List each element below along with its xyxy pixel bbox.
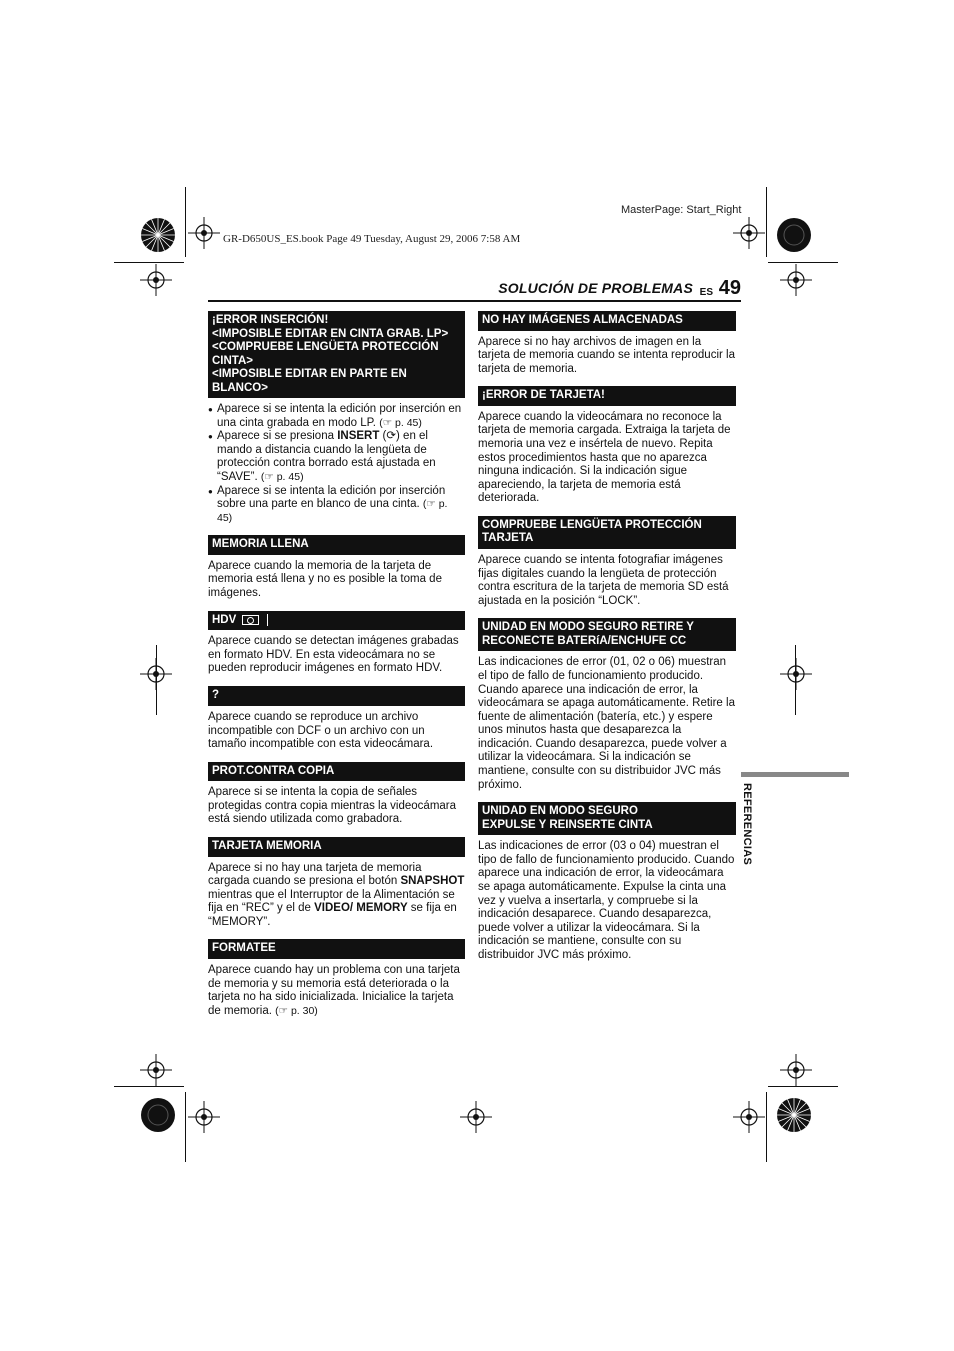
book-info-line: GR-D650US_ES.book Page 49 Tuesday, August 29, 2006 7:58 AM — [223, 233, 521, 245]
registration-crosshair-icon — [140, 1054, 172, 1086]
list-item: ● Aparece si se presiona INSERT (⟳) en el mando a distancia cuando la lengüeta de protección contra borrado está ajustada en “SAVE”. (☞ p. 45) — [208, 430, 465, 484]
section-tarjeta-memoria — [208, 837, 465, 929]
side-tab-label: REFERENCIAS — [741, 783, 753, 866]
section-error-tarjeta — [478, 386, 736, 506]
section-modo-seguro-bateria — [478, 618, 736, 792]
bullet-list — [208, 403, 465, 525]
sunburst-calibration-icon — [140, 217, 176, 253]
section-text: Aparece cuando se intenta fotografiar imágenes fijas digitales cuando la lengüeta de protección contra escritura de la tarjeta de memoria SD está ajustada en la posición “LOCK”. — [478, 553, 729, 607]
section-error-insercion — [208, 311, 465, 525]
section-memoria-llena — [208, 535, 465, 600]
section-heading: ¡ERROR INSERCIÓN! <IMPOSIBLE EDITAR EN CINTA GRAB. LP> <COMPRUEBE LENGÜETA PROTECCIÓN CINTA> <IMPOSIBLE EDITAR EN PARTE EN BLANCO> — [208, 311, 465, 398]
crop-mark — [114, 262, 184, 263]
registration-crosshair-icon — [780, 1054, 812, 1086]
registration-crosshair-icon — [188, 217, 220, 249]
page-number: 49 — [718, 277, 741, 299]
section-heading: ¡ERROR DE TARJETA! — [478, 386, 736, 406]
section-heading: HDV — [208, 611, 465, 631]
left-column — [208, 311, 465, 1028]
registration-crosshair-icon — [780, 264, 812, 296]
registration-crosshair-icon — [140, 658, 172, 690]
registration-crosshair-icon — [780, 658, 812, 690]
right-column — [478, 311, 736, 973]
list-item: ● Aparece si se intenta la edición por inserción en una cinta grabada en modo LP. (☞ p. 45) — [208, 403, 465, 430]
crop-mark — [185, 187, 186, 257]
registration-crosshair-icon — [460, 1101, 492, 1133]
section-heading: NO HAY IMÁGENES ALMACENADAS — [478, 311, 736, 331]
registration-crosshair-icon — [733, 217, 765, 249]
crop-mark — [768, 1086, 838, 1087]
section-text: Aparece cuando se reproduce un archivo incompatible con DCF o un archivo con un tamaño incompatible con esta videocámara. — [208, 710, 434, 751]
section-text: Aparece cuando se detectan imágenes grabadas en formato HDV. En esta videocámara no se pueden reproducir imágenes en formato HDV. — [208, 635, 459, 675]
section-heading: UNIDAD EN MODO SEGURO RETIRE Y RECONECTE BATERíA/ENCHUFE CC — [478, 618, 736, 651]
section-heading: ? — [208, 686, 465, 706]
crop-mark — [114, 1086, 184, 1087]
section-proteccion-tarjeta — [478, 516, 736, 608]
crop-mark — [185, 1092, 186, 1162]
section-text: Las indicaciones de error (01, 02 o 06) muestran el tipo de fallo de funcionamiento producido. Cuando aparece una indicación de error, la videocámara se apaga automáticamente. Retire la fuente de alimentación (batería, etc.) y espere unos minutos hasta que desaparezca la indicación. Cuando desaparezca, puede volver a utilizar la videocámara. Si la indicación se mantiene, consulte con su distribuidor JVC más próximo. — [478, 656, 735, 791]
section-heading: COMPRUEBE LENGÜETA PROTECCIÓN TARJETA — [478, 516, 736, 549]
list-item: ● Aparece si se intenta la edición por inserción sobre una parte en blanco de una cinta. (☞ p. 45) — [208, 485, 465, 526]
page-header — [208, 277, 741, 302]
section-text: Aparece si no hay archivos de imagen en la tarjeta de memoria cuando se intenta reproducir la tarjeta de memoria. — [478, 335, 735, 375]
section-no-hay-imagenes — [478, 311, 736, 376]
page-reference: (☞ p. 30) — [275, 1004, 318, 1017]
section-prot-contra-copia — [208, 762, 465, 827]
solid-calibration-dial-icon — [776, 217, 812, 253]
section-hdv — [208, 611, 465, 676]
section-heading: UNIDAD EN MODO SEGURO EXPULSE Y REINSERTE CINTA — [478, 802, 736, 835]
section-heading: TARJETA MEMORIA — [208, 837, 465, 857]
crop-mark — [766, 1092, 767, 1162]
section-text: Aparece cuando la memoria de la tarjeta de memoria está llena y no es posible la toma de imágenes. — [208, 559, 442, 600]
page-reference: (☞ p. 45) — [379, 416, 422, 429]
section-heading: FORMATEE — [208, 939, 465, 959]
side-tab-bar — [741, 772, 849, 777]
master-page-label: MasterPage: Start_Right — [621, 204, 742, 216]
section-text: Aparece cuando hay un problema con una tarjeta de memoria y su memoria está deteriorada o la tarjeta no ha sido inicializada. Inicialice la tarjeta de memoria. (☞ p. 30) — [208, 963, 460, 1017]
sunburst-calibration-icon — [776, 1097, 812, 1133]
language-code: ES — [699, 287, 713, 298]
tape-icon — [242, 615, 259, 625]
section-text: Aparece si se intenta la copia de señales protegidas contra copia mientras la videocámara está siendo utilizada como grabadora. — [208, 786, 457, 826]
page-reference: (☞ p. 45) — [217, 498, 448, 524]
section-text: Aparece cuando la videocámara no reconoce la tarjeta de memoria cargada. Extraiga la tarjeta de memoria una vez e insértela de nuevo. Repita estos procedimientos hasta que no aparezca ninguna indicación. Si la indicación sigue apareciendo, la tarjeta de memoria está deteriorada. — [478, 410, 731, 505]
section-formatee — [208, 939, 465, 1018]
crop-mark — [768, 262, 838, 263]
solid-calibration-dial-icon — [140, 1097, 176, 1133]
section-unknown-file — [208, 686, 465, 752]
registration-crosshair-icon — [188, 1101, 220, 1133]
section-modo-seguro-cinta — [478, 802, 736, 962]
section-text: Aparece si no hay una tarjeta de memoria cargada cuando se presiona el botón SNAPSHOT mientras que el Interruptor de la Alimentación se fija en “REC” y el de VIDEO/ MEMORY se fija en “MEMORY”. — [208, 861, 465, 928]
registration-crosshair-icon — [140, 264, 172, 296]
registration-crosshair-icon — [733, 1101, 765, 1133]
section-text: Las indicaciones de error (03 o 04) muestran el tipo de fallo de funcionamiento producido. Cuando aparece una indicación de error, la videocámara se apaga automáticamente. Expulse la cinta una vez y vuelva a insertarla, y compruebe si la indicación desaparece. Cuando desaparezca, puede volver a utilizar la videocámara. Si la indicación se mantiene, consulte con su distribuidor JVC más próximo. — [478, 840, 735, 961]
section-heading: PROT.CONTRA COPIA — [208, 762, 465, 782]
section-heading: MEMORIA LLENA — [208, 535, 465, 555]
page-reference: (☞ p. 45) — [260, 470, 304, 483]
section-title: SOLUCIÓN DE PROBLEMAS — [498, 280, 693, 296]
crop-mark — [766, 187, 767, 257]
